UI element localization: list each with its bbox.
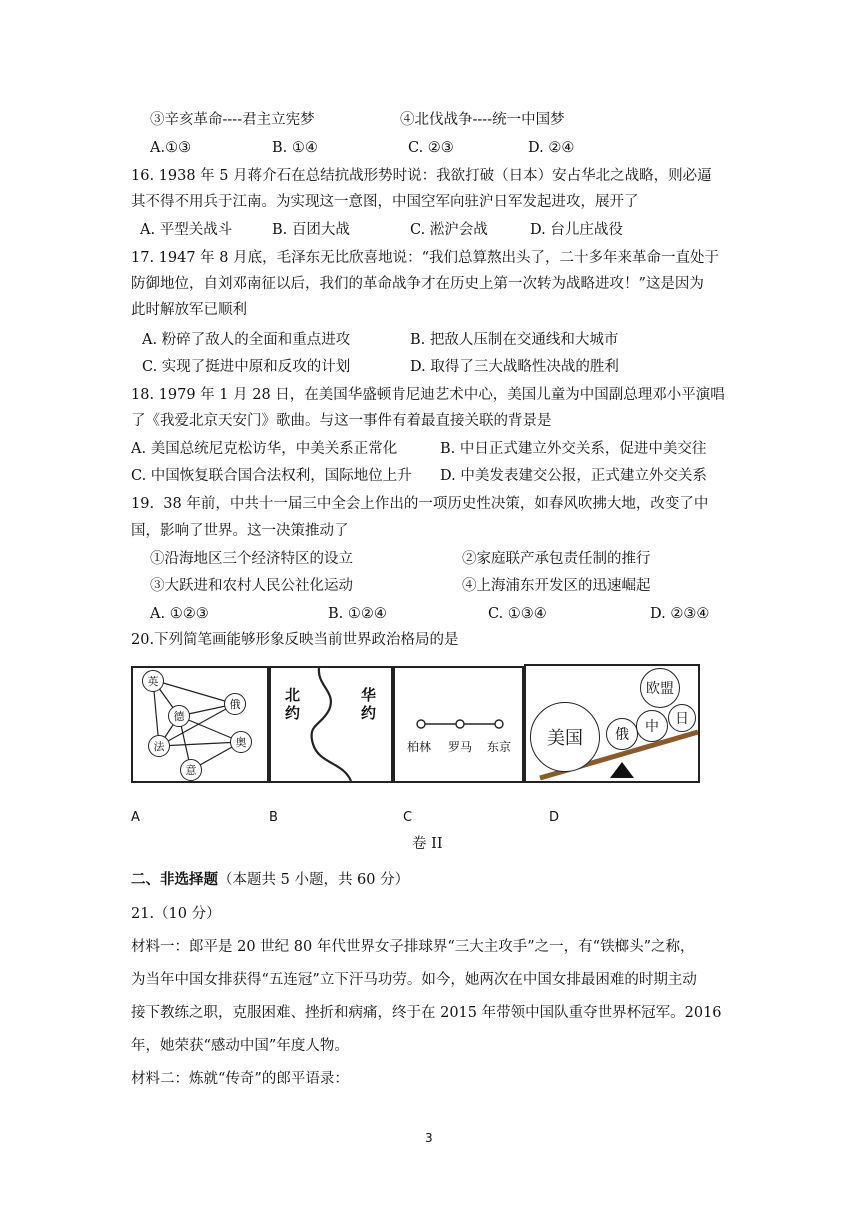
section-2-note: （本题共 5 小题，共 60 分） [218, 872, 410, 888]
japan-circle: 日 [668, 704, 696, 732]
axis-line [395, 668, 522, 781]
q18-stem-line2: 了《我爱北京天安门》歌曲。与这一事件有着最直接关联的背景是 [131, 413, 552, 429]
q20-panel-d [524, 664, 700, 783]
q17-stem-line2: 防御地位，自刘邓南征以后，我们的革命战争才在历史上第一次转为战略进攻！”这是因为 [131, 276, 704, 292]
q15-item4: ④北伐战争----统一中国梦 [400, 112, 565, 128]
nato-label: 北约 [285, 686, 301, 722]
usa-circle: 美国 [530, 702, 600, 772]
q17-option-a: A. 粉碎了敌人的全面和重点进攻 [142, 332, 351, 348]
q21-material1-line3: 接下教练之职，克服困难、挫折和病痛，终于在 2015 年带领中国队重夺世界杯冠军。2016 [131, 1005, 722, 1021]
q18-option-b: B. 中日正式建立外交关系，促进中美交往 [440, 441, 707, 457]
country-node-russia: 俄 [224, 693, 246, 715]
page-number: 3 [425, 1131, 433, 1145]
q15-option-d: D. ②④ [528, 140, 575, 156]
q21-head: 21.（10 分） [131, 906, 221, 922]
volume-2-heading: 卷 II [412, 836, 443, 852]
q20-stem: 20.下列简笔画能够形象反映当前世界政治格局的是 [131, 632, 459, 648]
q18-option-d: D. 中美发表建交公报，正式建立外交关系 [440, 468, 707, 484]
q19-item3: ③大跃进和农村人民公社化运动 [150, 578, 353, 594]
q19-item4: ④上海浦东开发区的迅速崛起 [462, 578, 651, 594]
country-node-uk: 英 [142, 670, 164, 692]
q21-material1-line2: 为当年中国女排获得“五连冠”立下汗马功劳。如今，她两次在中国女排最困难的时期主动 [131, 972, 697, 988]
q19-option-c: C. ①③④ [488, 606, 547, 622]
q19-option-d: D. ②③④ [650, 606, 710, 622]
country-node-austria: 奥 [230, 731, 252, 753]
q18-option-c: C. 中国恢复联合国合法权利，国际地位上升 [131, 468, 412, 484]
panel-label-c: C [403, 810, 413, 825]
q16-option-a: A. 平型关战斗 [140, 222, 233, 238]
q20-panel-b [269, 666, 393, 783]
city-tokyo: 东京 [487, 740, 512, 754]
q20-panel-a [131, 666, 269, 783]
q17-option-c: C. 实现了挺进中原和反攻的计划 [142, 359, 351, 375]
q19-stem-line1: 19. 38 年前，中共十一届三中全会上作出的一项历史性决策，如春风吹拂大地，改变了中 [131, 496, 709, 512]
q16-option-b: B. 百团大战 [272, 222, 350, 238]
country-node-italy: 意 [180, 759, 202, 781]
q15-option-b: B. ①④ [272, 140, 318, 156]
q21-material1-line1: 材料一：郎平是 20 世纪 80 年代世界女子排球界“三大主攻手”之一，有“铁榔头”之称， [131, 939, 695, 955]
q17-option-d: D. 取得了三大战略性决战的胜利 [410, 359, 619, 375]
panel-label-a: A [131, 810, 140, 825]
q21-material2: 材料二：炼就“传奇”的郎平语录： [131, 1071, 349, 1087]
q20-panel-c [393, 666, 524, 783]
q19-option-b: B. ①②④ [328, 606, 387, 622]
section-2-heading [131, 870, 409, 890]
country-node-france: 法 [148, 735, 170, 757]
warsaw-pact-label: 华约 [361, 686, 377, 722]
panel-label-d: D [549, 810, 560, 825]
q15-option-c: C. ②③ [408, 140, 454, 156]
q16-option-d: D. 台儿庄战役 [530, 222, 623, 238]
panel-label-b: B [269, 810, 278, 825]
china-circle: 中 [636, 710, 668, 742]
q16-stem-line1: 16. 1938 年 5 月蒋介石在总结抗战形势时说：我欲打破（日本）安占华北之战略，则必逼 [131, 168, 712, 184]
section-2-title: 二、非选择题 [131, 871, 218, 888]
q19-item2: ②家庭联产承包责任制的推行 [462, 551, 651, 567]
country-node-germany: 德 [168, 705, 190, 727]
q16-option-c: C. 淞沪会战 [410, 222, 488, 238]
q19-stem-line2: 国，影响了世界。这一决策推动了 [131, 523, 349, 539]
q18-stem-line1: 18. 1979 年 1 月 28 日，在美国华盛顿肯尼迪艺术中心，美国儿童为中国副总理邓小平演唱 [131, 387, 725, 403]
q19-item1: ①沿海地区三个经济特区的设立 [150, 551, 353, 567]
city-rome: 罗马 [448, 740, 473, 754]
q16-stem-line2: 其不得不用兵于江南。为实现这一意图，中国空军向驻沪日军发起进攻，展开了 [131, 194, 639, 210]
russia-circle: 俄 [606, 718, 638, 750]
city-berlin: 柏林 [407, 740, 432, 754]
q18-option-a: A. 美国总统尼克松访华，中美关系正常化 [131, 441, 398, 457]
divide-line [271, 668, 391, 781]
q17-stem-line1: 17. 1947 年 8 月底，毛泽东无比欣喜地说：“我们总算熬出头了，二十多年来革命一直处于 [131, 250, 720, 266]
q15-option-a: A.①③ [150, 140, 192, 156]
q19-option-a: A. ①②③ [150, 606, 209, 622]
q17-option-b: B. 把敌人压制在交通线和大城市 [410, 332, 619, 348]
eu-circle: 欧盟 [640, 668, 680, 708]
q21-material1-line4: 年，她荣获“感动中国”年度人物。 [131, 1038, 349, 1054]
q15-item3: ③辛亥革命----君主立宪梦 [150, 112, 315, 128]
q17-stem-line3: 此时解放军已顺利 [131, 302, 247, 318]
